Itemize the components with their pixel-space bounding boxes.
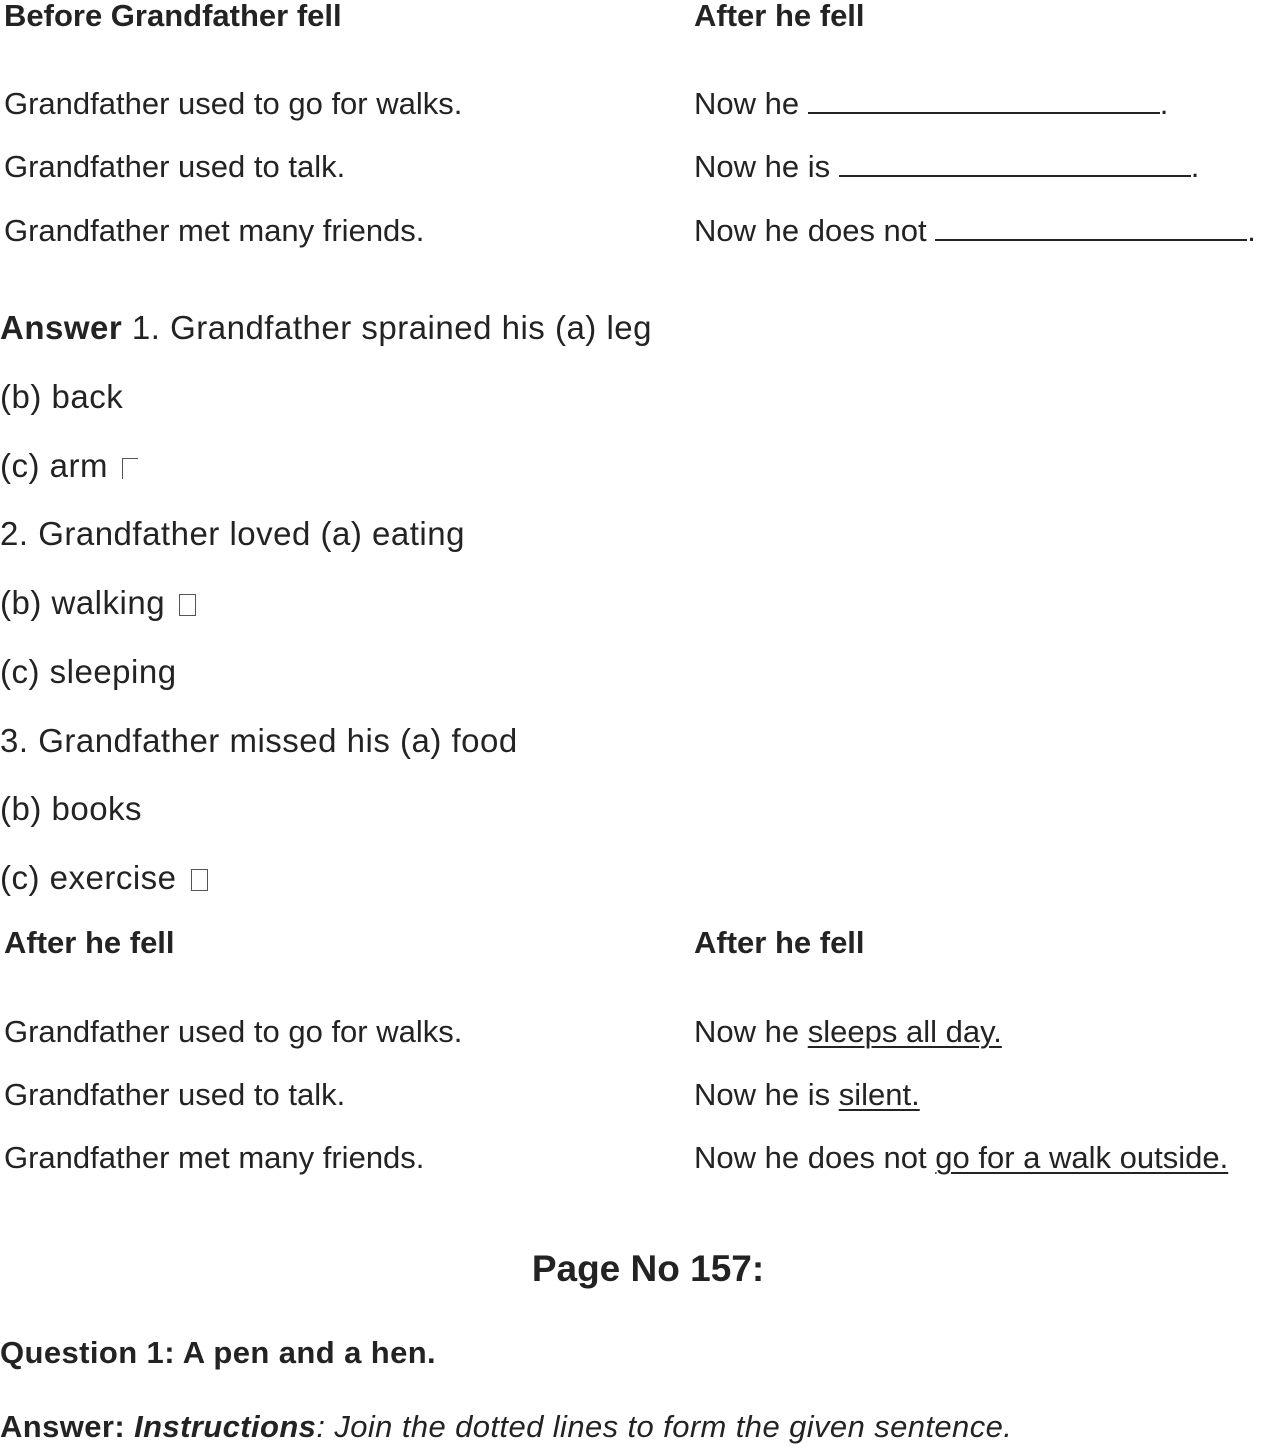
answer-before-row-1: Grandfather used to go for walks.: [4, 1014, 463, 1049]
answer-left-heading: After he fell: [4, 925, 175, 960]
after-prefix: Now he is: [694, 1077, 831, 1112]
answer-text: (b) walking: [0, 584, 166, 621]
answer-before-row-2: Grandfather used to talk.: [4, 1077, 346, 1112]
answer-line-5: [0, 586, 196, 619]
answer-blank[interactable]: [935, 238, 1247, 241]
answer-line-7: 3. Grandfather missed his (a) food: [0, 722, 518, 759]
period: .: [1190, 149, 1200, 184]
after-row-1: [694, 88, 1168, 119]
answer-line-8: (b) books: [0, 790, 143, 827]
answer-text: (c) exercise: [0, 859, 177, 896]
checkmark-box-icon: [179, 594, 196, 616]
answer-after-row-1: [694, 1016, 1002, 1047]
answer-blank[interactable]: [808, 111, 1160, 114]
after-row-2: [694, 151, 1199, 182]
before-row-3: Grandfather met many friends.: [4, 213, 425, 248]
filled-answer: silent.: [838, 1077, 920, 1112]
answer-line-9: [0, 861, 208, 894]
filled-answer: go for a walk outside.: [935, 1140, 1229, 1175]
before-row-1: Grandfather used to go for walks.: [4, 86, 463, 121]
answer-label: Answer: [0, 309, 123, 346]
after-prefix: Now he is: [694, 149, 831, 184]
answer-line-3: [0, 449, 138, 482]
after-prefix: Now he does not: [694, 213, 927, 248]
checkmark-box-icon: [191, 869, 208, 891]
after-heading: After he fell: [694, 0, 865, 33]
instructions-label: Instructions: [134, 1409, 317, 1444]
answer-right-heading: After he fell: [694, 925, 865, 960]
answer-after-row-3: [694, 1142, 1228, 1173]
answer-label: Answer:: [0, 1409, 126, 1444]
answer-blank[interactable]: [839, 174, 1191, 177]
page-number-heading: Page No 157:: [531, 1248, 765, 1289]
instructions-text: : Join the dotted lines to form the given sentence.: [316, 1409, 1013, 1444]
checkmark-box-icon: [122, 458, 138, 479]
answer-line-4: 2. Grandfather loved (a) eating: [0, 515, 465, 552]
before-row-2: Grandfather used to talk.: [4, 149, 346, 184]
answer-line-6: (c) sleeping: [0, 653, 177, 690]
period: .: [1247, 213, 1256, 248]
after-prefix: Now he: [694, 1014, 800, 1049]
answer-text: 1. Grandfather sprained his (a) leg: [131, 309, 652, 346]
filled-answer: sleeps all day.: [807, 1014, 1002, 1049]
answer-line-1: [0, 311, 652, 344]
final-answer-line: [0, 1411, 1012, 1442]
after-prefix: Now he does not: [694, 1140, 927, 1175]
answer-text: (c) arm: [0, 447, 108, 484]
question-heading: Question 1: A pen and a hen.: [0, 1335, 437, 1370]
after-row-3: [694, 215, 1256, 246]
answer-before-row-3: Grandfather met many friends.: [4, 1140, 425, 1175]
answer-after-row-2: [694, 1079, 920, 1110]
before-heading: Before Grandfather fell: [4, 0, 342, 33]
after-prefix: Now he: [694, 86, 800, 121]
period: .: [1159, 86, 1169, 121]
answer-line-2: (b) back: [0, 378, 124, 415]
